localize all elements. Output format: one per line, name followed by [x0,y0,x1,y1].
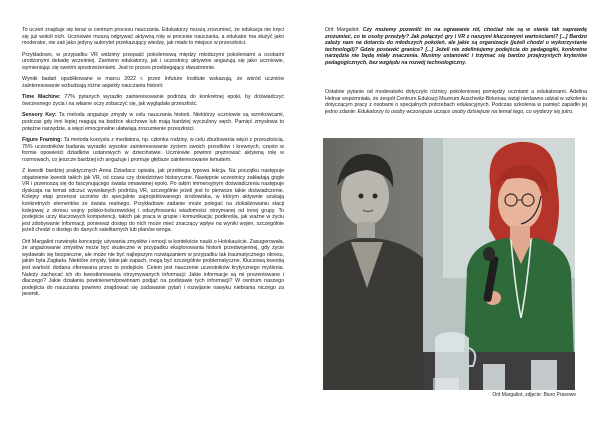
quote-text: Czy możemy pozwolić im na ograwanie ról, choćiaż nie są w stanie tak naprawdę zrozumieć, co te osoby przeżyły? Jak połączyć gry i VR z naszymi kluczowymi wartościami? [...] Bardzo zależy nam na dotarciu do młodszych pokoleń, ale jakie są organizacje (jeżeli chodzi o wykorzystanie technologii)? Gdzie postawić granice? [...] Jeżeli nie zdefiniujemy podejścia do pedagogiki, konkretne narzędzia nie będą miały znaczenia. Musimy ustanowić i trzymać się bardzo przejrzystych kryteriów pedagogicznych, bez względu na rozwój technologiczny. [325,27,587,66]
time-machine-label: Time Machine: [22,94,61,101]
photo-portrait-bw [323,138,423,390]
figure-framing-label: Figure Framing: [22,137,63,144]
figure-framing-text: Ta metoda korzysta z mediatora, np. członka rodziny, w celu zbudowania więzi z przeszłością. 75% uczestników badania wyraziło wysokie zainteresowanie życiem swoich przodków i krewnych, często w formie opowieści dziadków ustanowych w dzieciństwie. Uczniowie powinni prężnować aktywną rolę w rozmowach, co jeszcze bardziej ich angażuje i promuje głębsze zainteresowanie tematem. [22,137,284,163]
closing-quote: Edukatorzy to osoby wczorajsze uczące osoby dzisiejsze na temat tego, co wydarzy się jutro. [357,108,574,115]
time-machine-text: 77% pytanych wyraziło zainteresowanie podróżą do konkretnej epoki, by doświadczyć ówczesnego życia i na własne oczy zobaczyć się, jak wyglądała przeszłość. [22,94,284,107]
paragraph-8: Orit Margaliot rozwinęła koncepcję używania zmysłów i emocji w kontekście nauki o Holokauście. Zasugerowała, że angażowanie zmysłów może być skuteczne w przypadku eksplorowania historii przedwojennej, gdy życie wydawało się bezpieczne, ale może nie być najlepszym rozwiązaniem w przypadku tak traumatycznego okresu, jakim była Zagłada. Niektóre zmysły, takie jak zapach, mogą być szczególnie problematyczne. Kluczową kwestią jest wartość dodana oferowana przez to podejście. Celem jest nauczenie uczestników krytycznego myślenia. Należy zachęcać ich do kwestionowania otrzymywanych informacji: Jakie informacje są mi prezentowane i dlaczego? Jakie działania powinienem/powinnam podjąć na podstawie tych informacji? W centrum naszego podejścia do nauczania powinno znajdować się zadawanie pytań i rozwijanie nawyku niebrania niczego za pewnik. [22,238,284,298]
closing-text: Ostatnie pytanie od moderatorki dotyczyło różnicy pokoleniowej pomiędzy uczniami a edukatorami. Adelina Hetnar wspomniała, że zespół Centrum Edukacji Muzeum Auschwitz-Birkenau wziął niedawno udział w szkoleniu dotyczącym pracy z osobami o specjalnych potrzebach edukacyjnych. Podczas szkolenia w pamięć zapadło jej jedno zdanie: [325,89,587,115]
closing-paragraph [325,89,587,115]
photo-caption: Orit Margaliot, zdjęcie: Biuro Prasowe [492,392,576,398]
paragraph-3: Wyniki badań opublikowane w marcu 2022 r. przez Infuture Institute wskazują, że wśród uczniów zainteresowanie wzbudzają różne aspekty nauczania historii: [22,76,284,89]
left-column-text [22,27,284,303]
paragraph-time-machine [22,94,284,107]
paragraph-2: Przykładowo, w przypadku VR widzimy przepaść pokoleniową między młodszymi pokoleniami a osobami urodzonymi dekadę wcześniej. Zarówno edukatorzy, jak i uczestnicy aktywnie angażują się jako uczniowie, wymieniając się swoimi spostrzeżeniami. Jest to proces przebiegający dwustronnie. [22,51,284,71]
sensory-key-label: Sensory Key: [22,112,57,119]
speaker-photo-illustration [323,138,575,390]
right-column-text [325,89,587,120]
paragraph-sensory-key [22,112,284,132]
sensory-key-text: Ta metoda angażuje zmysły w celu nauczania historii. Niektórzy uczniowie są wzrokowcami, podczas gdy inni lepiej reagują na bodźce słuchowe lub mają bardziej wyczulony węch. Pamięć zmysłowa to potężne narzędzie, a więzi emocjonalne ułatwiają zrozumienie przeszłości. [22,112,285,132]
paragraph-7: Z kwestii bardziej praktycznych Anna Dziadacz opisała, jak przebiega typowa lekcja. Na początku następuje objaśnienie kwestii takich jak VR, oś czasu czy dziedzictwo historyczne. Następnie uczestnicy zakładają gogle VR i przenoszą się do fascynującego świata omawianej epoki. Po takim immersyjnym doświadczeniu następuje dyskusja na temat odczuć wywołanych podróżą VR, szczególnie jeżeli jest to pierwsze takie doświadczenie. Kolejny etap przenosi uczniów do specjalnie zaprojektowanego środowiska, w którym aktywnie szukają konkretnych elementów ze świata realnego. Przykładowe zadanie może polegać na zlokalizowaniu stacji kolejowej z okresu wojny polsko-bolszewickiej i odszyfrowaniu wiadomości otrzymanej od innej grupy. To podejście uczy kluczowych kompetencji, takich jak praca w grupie i komunikacja; podkreśla, jak ważne w życiu jest zdobywanie informacji, ponieważ dostęp do nich może mieć znaczący wpływ na wyniki wojen, szczególnie jeżeli chodzi o dostęp do danych satelitarnych lub planów wroga. [22,168,284,234]
margaliot-quote-paragraph [325,27,587,66]
quote-speaker: Orit Margaliot: [325,27,363,33]
paragraph-figure-framing [22,137,284,163]
paragraph-1: To uczeń znajduje się teraz w centrum procesu nauczania. Edukatorzy muszą zrozumieć, że edukacja nie kręci się już wokół nich. Uczniowie muszą odgrywać aktywną rolę w procesie nauczania, a edukator ma służyć jako moderator, nie zaś jako jedyny autorytet przekazujący wiedzę, jak miało to miejsce w przeszłości. [22,27,284,47]
right-column-quote [325,27,587,71]
speaker-photo [323,138,575,390]
